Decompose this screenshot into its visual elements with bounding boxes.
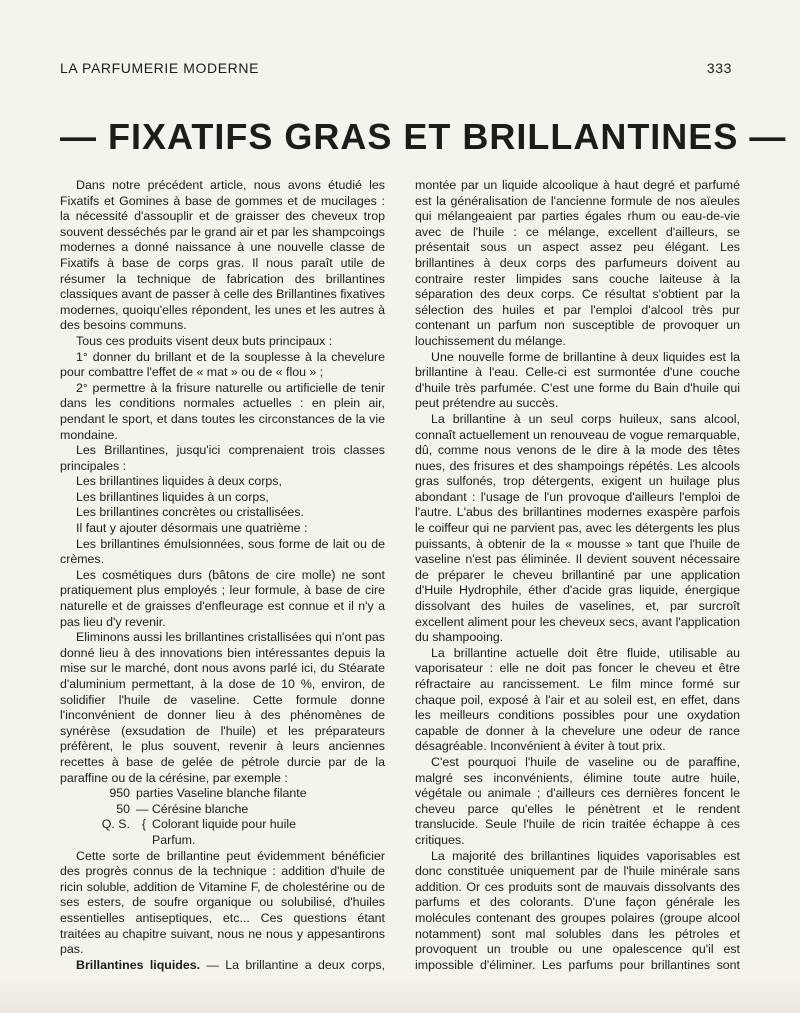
paragraph: La brillantine à un seul corps huileux, sans alcool, connaît actuellement un renouveau de vogue remarquable, dû, comme nous venons de le dire à la mode des têtes nues, des frisures et des shampoings répétés. Les alcools gras sulfonés, trop détergents, exigent un huilage plus abondant : l'usage de l'un provoque d'ailleurs l'emploi de l'autre. L'abus des brillantines modernes exaspère parfois le coiffeur qui ne parvient pas, avec les détergents les plus puissants, à obtenir de la « mousse » tant que l'huile de vaseline n'est pas éliminée. Il devient souvent nécessaire de préparer le cheveu brillantiné par une application d'Huile Hydrophile, éther d'acide gras liquide, énergique dissolvant des huiles de vaselines, et, par surcroît excellent aliment pour les cheveux secs, avant l'application du shampooing. xyxy=(415,411,740,645)
section-heading: Brillantines liquides. xyxy=(76,957,201,972)
paragraph: Les Brillantines, jusqu'ici comprenaient trois classes principales : xyxy=(60,443,385,473)
running-head xyxy=(60,60,732,76)
article-title: — FIXATIFS GRAS ET BRILLANTINES — xyxy=(60,116,787,157)
paragraph: Les cosmétiques durs (bâtons de cire molle) ne sont pratiquement plus employés ; leur formule, à base de cire naturelle et de graisses d'enfleurage est connue et il n'y a pas lieu d'y revenir. xyxy=(60,567,385,629)
column-right xyxy=(415,178,740,978)
recipe-quantity: 950 xyxy=(109,786,130,801)
recipe-line xyxy=(72,786,385,802)
brace-mark: { xyxy=(141,817,147,832)
page-bottom-margin xyxy=(0,973,800,1013)
recipe-ingredient: Parfum. xyxy=(152,832,196,847)
recipe-line xyxy=(72,802,385,818)
paragraph: 1° donner du brillant et de la souplesse à la chevelure pour combattre l'effet de « mat » ou de « flou » ; xyxy=(60,349,385,380)
paragraph: montée par un liquide alcoolique à haut degré et parfumé est la généralisation de l'ancienne formule de nos aïeules qui mélangeaient par parties égales rhum ou eau-de-vie avec de l'huile : ce mélange, excellent d'ailleurs, se présentait sous un aspect assez peu élégant. Les brillantines à deux corps des parfumeurs doivent au contraire rester limpides sans couche laiteuse à la séparation des deux corps. Ce résultat s'obtient par la sélection des huiles et par l'emploi d'alcool très pur contenant un parfum non susceptible de provoquer un louchissement du mélange. xyxy=(415,178,740,348)
paragraph: Les brillantines émulsionnées, sous forme de lait ou de crèmes. xyxy=(60,536,385,567)
list-item: Les brillantines concrètes ou cristallisées. xyxy=(76,505,304,520)
list-item: Les brillantines liquides à deux corps, xyxy=(76,474,282,489)
paragraph: Dans notre précédent article, nous avons étudié les Fixatifs et Gomines à base de gommes et de mucilages : la nécessité d'assouplir et de graisser des cheveux trop souvent desséchés par le grand air et par les shampcoings modernes a donné naissance à une nouvelle classe de Fixatifs à base de corps gras. Il nous paraît utile de résumer la technique de fabrication des brillantines classiques avant de passer à celle des Brillantines fixatives modernes, quoiqu'elles répondent, les unes et les autres à des besoins communs. xyxy=(60,178,385,333)
recipe-brace-group xyxy=(136,817,296,848)
paragraph: Il faut y ajouter désormais une quatrième : xyxy=(76,521,308,536)
paragraph: Tous ces produits visent deux buts principaux : xyxy=(76,333,333,348)
paragraph: La majorité des brillantines liquides vaporisables est donc constituée uniquement par de l'huile minérale sans addition. Or ces produits sont de mauvais dissolvants des parfums et des colorants. D'une façon générale les molécules contenant des groupes polaires (groupe alcool notamment) sont mal solubles dans les pétroles et provoquent un trouble ou une opalescence qu'il est impossible d'éliminer. Les parfums pour brillantines sont xyxy=(415,848,740,972)
recipe-ingredient: parties Vaseline blanche filante xyxy=(136,786,307,801)
recipe-ingredient: Colorant liquide pour huile xyxy=(152,817,296,832)
recipe-quantity: 50 xyxy=(116,801,130,816)
article-body xyxy=(60,178,740,978)
page-number: 333 xyxy=(706,60,732,76)
paragraph-text: — La brillantine a deux corps, xyxy=(206,957,385,972)
recipe-line xyxy=(72,817,385,848)
recipe-quantity: Q. S. xyxy=(101,817,130,832)
column-left xyxy=(60,178,385,978)
recipe xyxy=(60,786,385,848)
paragraph: Une nouvelle forme de brillantine à deux liquides est la brillantine à l'eau. Celle-ci est surmontée d'une couche d'huile très parfumée. C'est une forme du Bain d'huile qui peut prétendre au succès. xyxy=(415,349,740,411)
paragraph: Cette sorte de brillantine peut évidemment bénéficier des progrès connus de la technique : addition d'huile de ricin soluble, addition de Vitamine F, de cholestérine ou de ses esters, de soufre organique ou solubilisé, d'huiles essentielles antiseptiques, etc... Ces questions étant traitées au chapitre suivant, nous ne nous y appesantirons pas. xyxy=(60,848,385,957)
paragraph: Eliminons aussi les brillantines cristallisées qui n'ont pas donné lieu à des innovations bien intéressantes depuis la mise sur le marché, dont nous avons parlé ici, du Stéarate d'aluminium permettant, à la dose de 10 %, environ, de solidifier l'huile de vaseline. Cette formule donne l'inconvénient de donner lieu à des phénomènes de synérèse (exsudation de l'huile) et les préparateurs préfèrent, le plus souvent, revenir à leurs anciennes recettes à base de gelée de pétrole durcie par de la paraffine ou de la cérésine, par exemple : xyxy=(60,630,385,785)
paragraph: 2° permettre à la frisure naturelle ou artificielle de tenir dans les conditions normales actuelles : en plein air, pendant le sport, et dans toutes les circonstances de la vie mondaine. xyxy=(60,380,385,442)
paragraph: C'est pourquoi l'huile de vaseline ou de paraffine, malgré ses inconvénients, élimine toute autre huile, végétale ou animale ; d'ailleurs ces dernières foncent le cheveu parce qu'elles le pénètrent et le rendent translucide. Seule l'huile de ricin traitée échappe à ces critiques. xyxy=(415,754,740,847)
list-item: Les brillantines liquides à un corps, xyxy=(76,489,269,504)
paragraph: La brillantine actuelle doit être fluide, utilisable au vaporisateur : elle ne doit pas foncer le cheveu et être réfractaire au rancissement. Le film mince formé sur chaque poil, exposé à l'air et au soleil est, en effet, dans les meilleurs conditions possibles pour une oxydation capable de donner à la chevelure une odeur de rance désagréable. Inconvénient à éviter à tout prix. xyxy=(415,645,740,754)
journal-name: LA PARFUMERIE MODERNE xyxy=(60,60,260,76)
recipe-ingredient: — Cérésine blanche xyxy=(136,801,249,816)
